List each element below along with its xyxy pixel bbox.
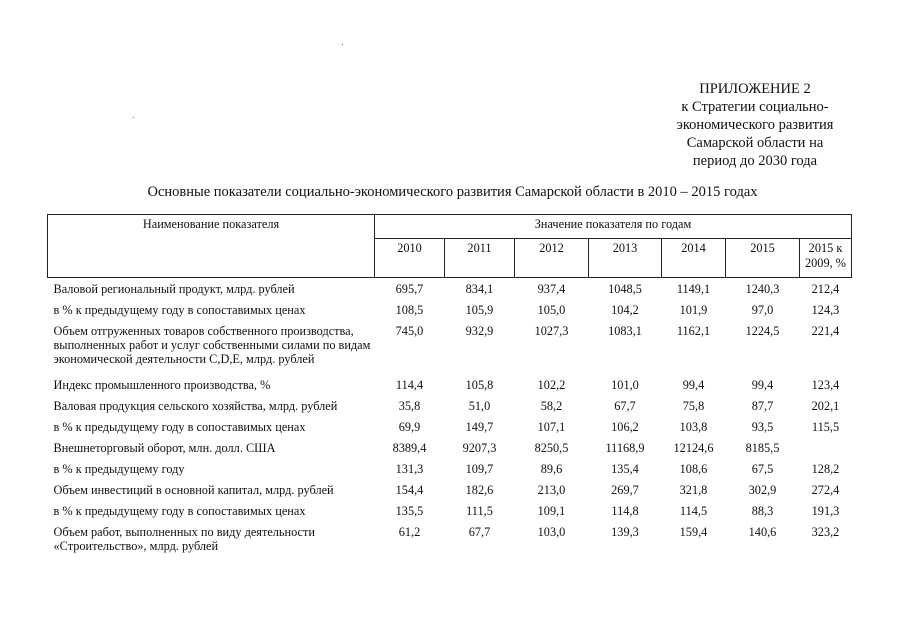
value-cell: 109,1 — [537, 504, 566, 518]
value-cell: 35,8 — [398, 399, 421, 413]
indicator-name-cell: Валовой региональный продукт, млрд. рублей — [53, 282, 295, 296]
indicator-name-cell: Валовая продукция сельского хозяйства, млрд. рублей — [53, 399, 338, 413]
year-header: 2015 — [726, 239, 800, 278]
value-cell: 191,3 — [811, 504, 840, 518]
value-cell: 111,5 — [466, 504, 493, 518]
value-cell: 695,7 — [395, 282, 424, 296]
value-cell: 61,2 — [398, 525, 421, 539]
indicator-name-cell: в % к предыдущему году в сопоставимых ценах — [53, 420, 306, 434]
indicator-name-cell: Внешнеторговый оборот, млн. долл. США — [53, 441, 276, 455]
value-cell — [800, 441, 852, 462]
value-cell: 97,0 — [751, 303, 774, 317]
value-cell: 159,4 — [679, 525, 708, 539]
value-cell: 99,4 — [682, 378, 705, 392]
value-cell: 1149,1 — [676, 282, 711, 296]
value-cell: 321,8 — [679, 483, 708, 497]
document-title: Основные показатели социально-экономического развития Самарской области в 2010 – 2015 годах — [147, 184, 758, 200]
value-cell: 302,9 — [748, 483, 777, 497]
value-cell: 221,4 — [811, 324, 840, 338]
table-row — [48, 378, 852, 399]
value-cell: 124,3 — [811, 303, 840, 317]
year-header: 2010 — [375, 239, 445, 278]
value-cell: 114,8 — [611, 504, 639, 518]
value-cell: 154,4 — [395, 483, 424, 497]
table-row — [48, 420, 852, 441]
value-cell: 1162,1 — [676, 324, 711, 338]
value-cell: 745,0 — [395, 324, 424, 338]
value-cell: 105,0 — [537, 303, 566, 317]
header-indicator-name: Наименование показателя — [48, 215, 375, 278]
value-cell: 104,2 — [611, 303, 639, 317]
value-cell: 93,5 — [751, 420, 774, 434]
indicator-name-cell: в % к предыдущему году в сопоставимых ценах — [53, 504, 306, 518]
value-cell: 75,8 — [682, 399, 705, 413]
value-cell: 67,7 — [614, 399, 636, 413]
value-cell: 51,0 — [468, 399, 491, 413]
value-cell: 69,9 — [398, 420, 421, 434]
value-cell: 1027,3 — [534, 324, 569, 338]
value-cell: 89,6 — [540, 462, 563, 476]
value-cell: 58,2 — [540, 399, 563, 413]
value-cell: 8185,5 — [745, 441, 780, 455]
table-row — [48, 504, 852, 525]
indicator-name-cell: в % к предыдущему году — [53, 462, 185, 476]
value-cell: 103,0 — [537, 525, 566, 539]
value-cell: 101,0 — [611, 378, 639, 392]
year-header: 2011 — [445, 239, 515, 278]
value-cell: 101,9 — [679, 303, 708, 317]
value-cell: 323,2 — [811, 525, 840, 539]
value-cell: 1224,5 — [745, 324, 780, 338]
value-cell: 269,7 — [611, 483, 639, 497]
annex-header — [660, 80, 850, 170]
value-cell: 932,9 — [465, 324, 494, 338]
value-cell: 109,7 — [465, 462, 494, 476]
table-row — [48, 525, 852, 557]
value-cell: 88,3 — [751, 504, 774, 518]
value-cell: 149,7 — [465, 420, 494, 434]
table-row — [48, 441, 852, 462]
value-cell: 131,3 — [395, 462, 424, 476]
value-cell: 9207,3 — [462, 441, 497, 455]
value-cell: 1048,5 — [608, 282, 642, 296]
ratio-header: 2015 к 2009, % — [800, 239, 852, 278]
value-cell: 11168,9 — [605, 441, 645, 455]
table-row — [48, 278, 852, 304]
value-cell: 103,8 — [679, 420, 708, 434]
value-cell: 102,2 — [537, 378, 566, 392]
value-cell: 107,1 — [537, 420, 566, 434]
value-cell: 123,4 — [811, 378, 840, 392]
table-row — [48, 462, 852, 483]
table-row — [48, 399, 852, 420]
value-cell: 8389,4 — [392, 441, 427, 455]
value-cell: 67,7 — [468, 525, 491, 539]
value-cell: 1240,3 — [745, 282, 780, 296]
value-cell: 1083,1 — [608, 324, 642, 338]
value-cell: 12124,6 — [673, 441, 714, 455]
value-cell: 140,6 — [748, 525, 777, 539]
year-header: 2013 — [589, 239, 662, 278]
header-values-by-year: Значение показателя по годам — [375, 215, 852, 239]
indicator-name-cell: Индекс промышленного производства, % — [53, 378, 271, 392]
table-row — [48, 483, 852, 504]
value-cell: 213,0 — [537, 483, 566, 497]
table-row — [48, 324, 852, 378]
value-cell: 272,4 — [811, 483, 840, 497]
value-cell: 139,3 — [611, 525, 639, 539]
value-cell: 135,5 — [395, 504, 424, 518]
year-header: 2012 — [515, 239, 589, 278]
value-cell: 106,2 — [611, 420, 639, 434]
value-cell: 114,5 — [679, 504, 708, 518]
value-cell: 128,2 — [811, 462, 840, 476]
indicator-name-cell: в % к предыдущему году в сопоставимых ценах — [53, 303, 306, 317]
value-cell: 99,4 — [751, 378, 774, 392]
value-cell: 105,8 — [465, 378, 494, 392]
annex-line: Самарской области на — [686, 135, 824, 151]
value-cell: 8250,5 — [534, 441, 569, 455]
value-cell: 202,1 — [811, 399, 840, 413]
indicator-name-cell: Объем инвестиций в основной капитал, млрд. рублей — [53, 483, 334, 497]
value-cell: 114,4 — [395, 378, 424, 392]
value-cell: 108,5 — [395, 303, 424, 317]
value-cell: 182,6 — [465, 483, 494, 497]
annex-line: ПРИЛОЖЕНИЕ 2 — [699, 81, 811, 97]
value-cell: 67,5 — [751, 462, 774, 476]
annex-line: период до 2030 года — [692, 153, 818, 169]
indicators-table — [47, 214, 852, 557]
value-cell: 937,4 — [537, 282, 566, 296]
annex-line: экономического развития — [676, 117, 834, 133]
table-row — [48, 303, 852, 324]
value-cell: 834,1 — [465, 282, 494, 296]
indicator-name-cell: Объем отгруженных товаров собственного производства, выполненных работ и услуг собственными силами по видам экономической деятельности C,D,E, млрд. рублей — [53, 324, 371, 366]
year-header: 2014 — [662, 239, 726, 278]
indicator-name-cell: Объем работ, выполненных по виду деятельности «Строительство», млрд. рублей — [53, 525, 315, 553]
value-cell: 115,5 — [811, 420, 840, 434]
value-cell: 212,4 — [811, 282, 840, 296]
annex-line: к Стратегии социально- — [681, 99, 829, 115]
value-cell: 105,9 — [465, 303, 494, 317]
value-cell: 87,7 — [751, 399, 774, 413]
value-cell: 135,4 — [611, 462, 639, 476]
value-cell: 108,6 — [679, 462, 708, 476]
